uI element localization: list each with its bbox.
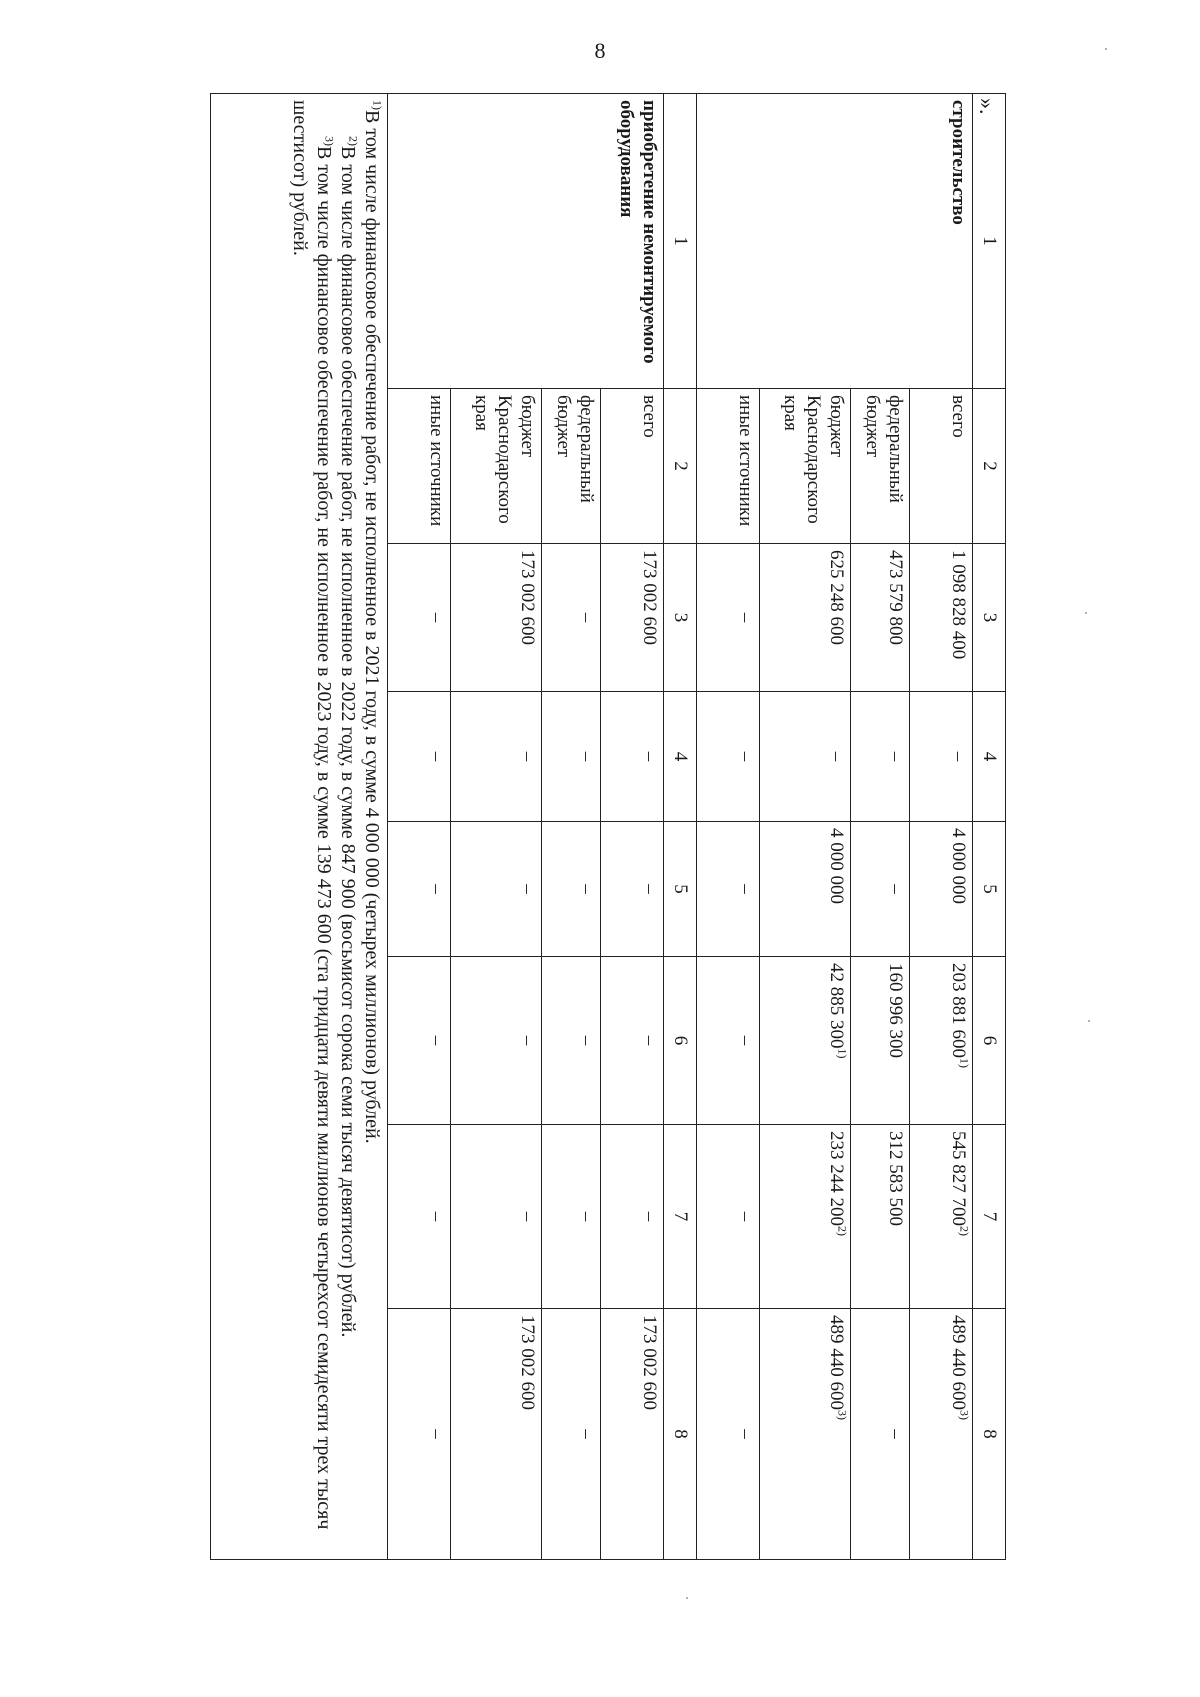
amount-cell [388, 957, 451, 1125]
section-title: строительство [697, 94, 973, 389]
funding-table [210, 93, 1006, 1560]
amount-cell [542, 1125, 601, 1309]
page-number: 8 [594, 38, 606, 63]
table-row [601, 94, 664, 1560]
amount-cell [910, 692, 973, 822]
column-number: 3 [664, 544, 697, 692]
footnote [360, 100, 384, 1553]
amount-value: – [426, 1429, 447, 1439]
amount-value: – [735, 612, 756, 623]
amount-cell: 173 002 600 [601, 544, 664, 692]
amount-cell: 4 000 000 [910, 822, 973, 957]
amount-value: – [576, 751, 597, 762]
footnote [336, 100, 360, 1553]
footnote-mark: 2) [346, 136, 361, 146]
funding-source: иные источники [388, 389, 451, 544]
amount-value: – [576, 1429, 597, 1439]
footnote-ref: 1) [957, 1058, 972, 1068]
column-number: 5 [973, 822, 1006, 957]
amount-value: – [517, 1211, 538, 1222]
amount-cell [542, 544, 601, 692]
column-number: 2 [664, 389, 697, 544]
amount-cell [760, 692, 851, 822]
amount-value: – [735, 1035, 756, 1046]
amount-value: – [426, 884, 447, 894]
amount-value: – [426, 612, 447, 623]
amount-cell [851, 1309, 910, 1560]
column-number: 2 [973, 389, 1006, 544]
amount-cell [388, 692, 451, 822]
amount-value: 489 440 600 [826, 1315, 847, 1410]
column-number-row [664, 94, 697, 1560]
amount-value: – [576, 884, 597, 894]
rotated-table-block [226, 93, 1006, 1559]
amount-cell [601, 822, 664, 957]
amount-cell [910, 957, 973, 1125]
amount-cell [910, 1125, 973, 1309]
column-number: 4 [973, 692, 1006, 822]
amount-value: – [639, 751, 660, 762]
amount-cell: 4 000 000 [760, 822, 851, 957]
amount-cell [451, 822, 542, 957]
footnote [288, 100, 336, 1553]
footnote-text: В том числе финансовое обеспечение работ, не исполненное в 2021 году, в сумме 4 000 000 (четырех миллионов) рублей. [361, 110, 383, 1144]
amount-cell [910, 1309, 973, 1560]
footnotes-row [211, 94, 388, 1560]
amount-value: – [426, 1035, 447, 1046]
funding-source: федеральный бюджет [851, 389, 910, 544]
amount-cell: 1 098 828 400 [910, 544, 973, 692]
amount-cell [697, 1125, 760, 1309]
amount-cell [388, 544, 451, 692]
amount-value: – [576, 1035, 597, 1046]
amount-cell [451, 692, 542, 822]
scan-speck [1085, 612, 1087, 614]
amount-value: – [735, 1211, 756, 1222]
amount-cell [388, 1309, 451, 1560]
amount-cell [760, 957, 851, 1125]
amount-value: – [639, 1035, 660, 1046]
column-number-row [973, 94, 1006, 1560]
amount-cell [388, 1125, 451, 1309]
amount-value: – [517, 751, 538, 762]
column-number: 6 [973, 957, 1006, 1125]
amount-value: – [885, 751, 906, 762]
amount-cell: 160 996 300 [851, 957, 910, 1125]
amount-value: – [639, 884, 660, 894]
amount-value: – [517, 1035, 538, 1046]
closing-quote: ». [975, 98, 1000, 115]
amount-value: – [735, 751, 756, 762]
column-number: 8 [664, 1309, 697, 1560]
amount-cell [601, 692, 664, 822]
amount-value: 233 244 200 [826, 1131, 847, 1226]
section-title: приобретение немонтируемого оборудования [388, 94, 664, 389]
amount-value: – [639, 1211, 660, 1222]
scan-speck [1088, 1020, 1090, 1022]
amount-cell [451, 1125, 542, 1309]
footnote-ref: 3) [835, 1410, 850, 1420]
scan-speck [686, 1597, 688, 1599]
amount-cell [388, 822, 451, 957]
column-number: 1 [664, 94, 697, 389]
amount-cell [601, 957, 664, 1125]
amount-cell [542, 1309, 601, 1560]
amount-value: – [426, 751, 447, 762]
amount-value: 545 827 700 [948, 1131, 969, 1226]
amount-value: 489 440 600 [948, 1315, 969, 1410]
amount-value: – [948, 751, 969, 762]
footnote-text: В том числе финансовое обеспечение работ, не исполненное в 2022 году, в сумме 847 900 (восьмисот сорока семи тысяч девятисот) рублей. [337, 146, 359, 1338]
amount-value: – [517, 884, 538, 894]
amount-cell [760, 1125, 851, 1309]
amount-cell [451, 957, 542, 1125]
amount-value: – [576, 612, 597, 623]
amount-value: – [735, 884, 756, 894]
column-number: 1 [973, 94, 1006, 389]
funding-source: иные источники [697, 389, 760, 544]
amount-cell [760, 1309, 851, 1560]
scan-speck [1105, 48, 1107, 50]
amount-cell [697, 957, 760, 1125]
amount-value: – [735, 1429, 756, 1439]
column-number: 6 [664, 957, 697, 1125]
amount-cell [697, 1309, 760, 1560]
amount-cell [601, 1125, 664, 1309]
amount-cell [542, 957, 601, 1125]
column-number: 3 [973, 544, 1006, 692]
amount-value: – [885, 1429, 906, 1439]
amount-value: – [885, 884, 906, 894]
footnotes [211, 94, 388, 1560]
footnote-ref: 3) [957, 1410, 972, 1420]
amount-cell [542, 692, 601, 822]
column-number: 8 [973, 1309, 1006, 1560]
footnote-mark: 3) [322, 136, 337, 146]
amount-value: – [426, 1211, 447, 1222]
column-number: 5 [664, 822, 697, 957]
amount-value: 42 885 300 [826, 963, 847, 1049]
funding-source: бюджет Краснодарского края [451, 389, 542, 544]
amount-cell: 625 248 600 [760, 544, 851, 692]
amount-cell: 173 002 600 [451, 1309, 542, 1560]
amount-cell [697, 692, 760, 822]
amount-cell: 173 002 600 [451, 544, 542, 692]
amount-value: – [826, 751, 847, 762]
amount-cell: 473 579 800 [851, 544, 910, 692]
column-number: 7 [664, 1125, 697, 1309]
amount-value: 203 881 600 [948, 963, 969, 1058]
column-number: 4 [664, 692, 697, 822]
footnote-ref: 2) [957, 1226, 972, 1236]
amount-cell [542, 822, 601, 957]
footnote-ref: 1) [835, 1048, 850, 1059]
amount-value: – [576, 1211, 597, 1222]
funding-source: федеральный бюджет [542, 389, 601, 544]
footnote-ref: 2) [835, 1226, 850, 1236]
amount-cell [851, 822, 910, 957]
column-number: 7 [973, 1125, 1006, 1309]
funding-source: всего [910, 389, 973, 544]
footnote-text: В том числе финансовое обеспечение работ, не исполненное в 2023 году, в сумме 139 473 600 (ста тридцати девяти миллионов четырехсот семидесяти трех тысяч шестисот) рублей. [289, 100, 335, 1530]
funding-source: бюджет Краснодарского края [760, 389, 851, 544]
amount-cell [697, 544, 760, 692]
amount-cell: 173 002 600 [601, 1309, 664, 1560]
amount-cell [851, 692, 910, 822]
amount-cell [697, 822, 760, 957]
table-row [910, 94, 973, 1560]
funding-source: всего [601, 389, 664, 544]
footnote-mark: 1) [370, 100, 385, 110]
amount-cell: 312 583 500 [851, 1125, 910, 1309]
